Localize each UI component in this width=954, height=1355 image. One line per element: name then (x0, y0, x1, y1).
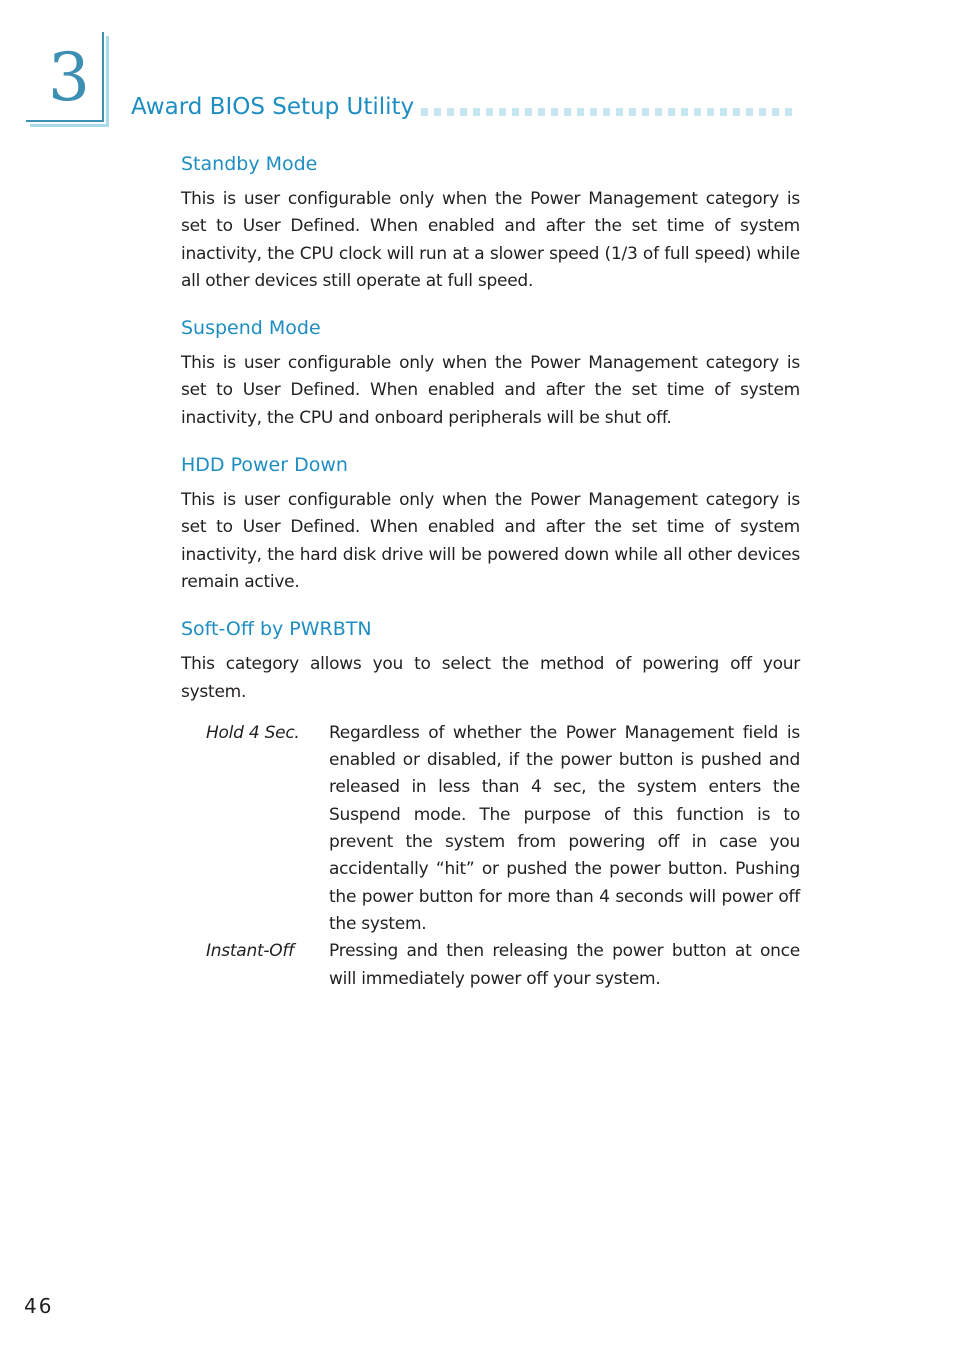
section-paragraph: This is user configurable only when the Power Management category is set to User Defined. When enabled and after the set time of system inactivity, the CPU clock will run at a slower speed (1/3 of full speed) while all other devices still operate at full speed. (181, 189, 800, 291)
section-paragraph: This category allows you to select the method of powering off your system. (181, 654, 800, 702)
badge-horizontal-shadow (30, 124, 109, 127)
leader-dot (525, 108, 532, 116)
chapter-badge (26, 32, 108, 126)
option-list (206, 720, 800, 993)
leader-dot (577, 108, 584, 116)
leader-dot (421, 108, 428, 116)
badge-vertical-rule (102, 32, 104, 122)
leader-dot (434, 108, 441, 116)
leader-dot (785, 108, 792, 116)
option-label-hold-4-sec: Hold 4 Sec. (206, 722, 300, 743)
leader-dot (655, 108, 662, 116)
chapter-number: 3 (48, 39, 90, 116)
leader-dot (603, 108, 610, 116)
leader-dot (772, 108, 779, 116)
title-dot-leader (421, 108, 792, 116)
leader-dot (759, 108, 766, 116)
leader-dot (694, 108, 701, 116)
option-label-instant-off: Instant-Off (206, 941, 294, 962)
leader-dot (473, 108, 480, 116)
leader-dot (629, 108, 636, 116)
leader-dot (460, 108, 467, 116)
leader-dot (486, 108, 493, 116)
section-paragraph: This is user configurable only when the Power Management category is set to User Defined. When enabled and after the set time of system inactivity, the hard disk drive will be powered down while all other devices remain active. (181, 490, 800, 592)
leader-dot (720, 108, 727, 116)
leader-dot (512, 108, 519, 116)
leader-dot (681, 108, 688, 116)
section-standby-mode (181, 150, 800, 295)
option-description-hold-4-sec: Regardless of whether the Power Management field is enabled or disabled, if the power button is pushed and released in less than 4 sec, the system enters the Suspend mode. The purpose of this function is to prevent the system from powering off in case you accidentally “hit” or pushed the power button. Pushing the power button for more than 4 seconds will power off the system. (329, 722, 800, 934)
section-heading: Standby Mode (181, 153, 318, 175)
leader-dot (707, 108, 714, 116)
section-soft-off-by-pwrbtn (181, 615, 800, 993)
leader-dot (642, 108, 649, 116)
leader-dot (538, 108, 545, 116)
leader-dot (733, 108, 740, 116)
badge-vertical-shadow (106, 36, 109, 126)
leader-dot (499, 108, 506, 116)
leader-dot (564, 108, 571, 116)
page-number: 46 (24, 1294, 54, 1318)
leader-dot (746, 108, 753, 116)
chapter-title: Award BIOS Setup Utility (131, 94, 415, 120)
badge-horizontal-rule (26, 120, 104, 122)
section-suspend-mode (181, 314, 800, 432)
section-heading: Soft-Off by PWRBTN (181, 618, 372, 641)
section-paragraph: This is user configurable only when the Power Management category is set to User Defined. When enabled and after the set time of system inactivity, the CPU and onboard peripherals will be shut off. (181, 353, 800, 428)
section-heading: HDD Power Down (181, 454, 348, 477)
section-heading: Suspend Mode (181, 317, 321, 340)
leader-dot (551, 108, 558, 116)
leader-dot (668, 108, 675, 116)
page-body (181, 150, 800, 993)
leader-dot (616, 108, 623, 116)
leader-dot (447, 108, 454, 116)
leader-dot (590, 108, 597, 116)
section-hdd-power-down (181, 451, 800, 596)
option-description-instant-off: Pressing and then releasing the power button at once will immediately power off your system. (329, 941, 800, 989)
